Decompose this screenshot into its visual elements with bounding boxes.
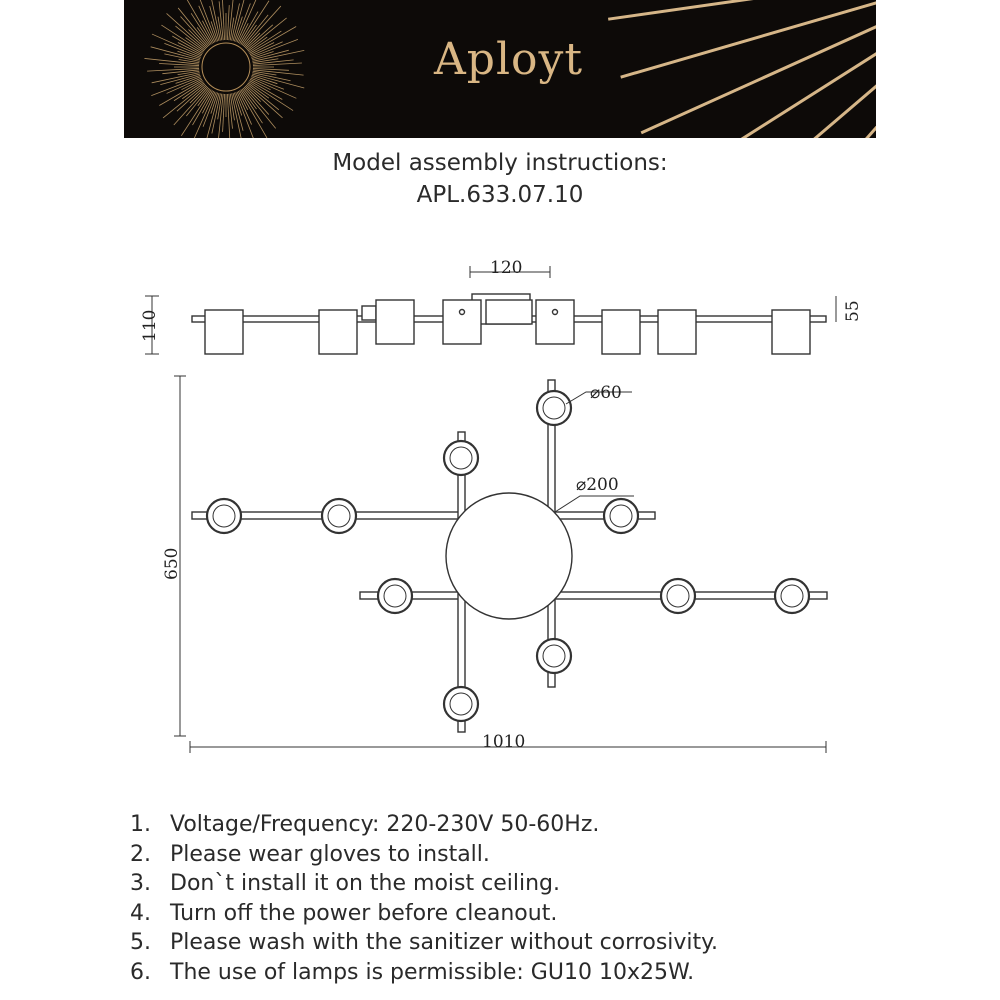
side-shade bbox=[376, 300, 414, 344]
dim-diameter-shade: ⌀60 bbox=[590, 383, 622, 403]
list-number: 1. bbox=[130, 812, 151, 837]
list-text: Please wash with the sanitizer without corrosivity. bbox=[170, 930, 719, 956]
list-number: 5. bbox=[130, 930, 151, 956]
side-shade bbox=[536, 300, 574, 344]
ceiling-base bbox=[446, 493, 572, 619]
technical-drawing bbox=[0, 230, 1000, 770]
side-shade bbox=[319, 310, 357, 354]
list-number: 3. bbox=[130, 871, 151, 897]
list-item bbox=[130, 899, 718, 929]
dim-depth: 650 bbox=[162, 547, 182, 580]
side-shade bbox=[772, 310, 810, 354]
side-view bbox=[192, 294, 826, 354]
model-number: APL.633.07.10 bbox=[416, 182, 584, 208]
dim-width: 1010 bbox=[482, 732, 526, 752]
dim-diameter-base: ⌀200 bbox=[576, 475, 619, 495]
top-view bbox=[192, 380, 827, 732]
list-item bbox=[130, 958, 718, 988]
brand-banner bbox=[124, 0, 876, 138]
list-number: 4. bbox=[130, 900, 151, 926]
list-number: 6. bbox=[130, 959, 151, 985]
list-text: Voltage/Frequency: 220-230V 50-60Hz. bbox=[170, 812, 600, 837]
side-shade bbox=[658, 310, 696, 354]
side-shade bbox=[602, 310, 640, 354]
instruction-list bbox=[130, 810, 718, 988]
brand-logo: Aployt bbox=[434, 34, 584, 85]
list-text: Please wear gloves to install. bbox=[170, 841, 490, 867]
dim-height-shade: 55 bbox=[843, 300, 863, 322]
dim-height-total: 110 bbox=[140, 309, 160, 342]
list-item bbox=[130, 810, 718, 840]
side-shade bbox=[205, 310, 243, 354]
side-shade bbox=[443, 300, 481, 344]
list-text: Don`t install it on the moist ceiling. bbox=[170, 871, 560, 897]
list-text: Turn off the power before cleanout. bbox=[170, 900, 558, 926]
dim-spacing: 120 bbox=[490, 258, 523, 278]
list-text: The use of lamps is permissible: GU10 10x25W. bbox=[170, 959, 695, 985]
list-number: 2. bbox=[130, 841, 151, 867]
page-title: Model assembly instructions: bbox=[332, 150, 668, 176]
list-item bbox=[130, 928, 718, 958]
list-item bbox=[130, 869, 718, 899]
list-item bbox=[130, 840, 718, 870]
